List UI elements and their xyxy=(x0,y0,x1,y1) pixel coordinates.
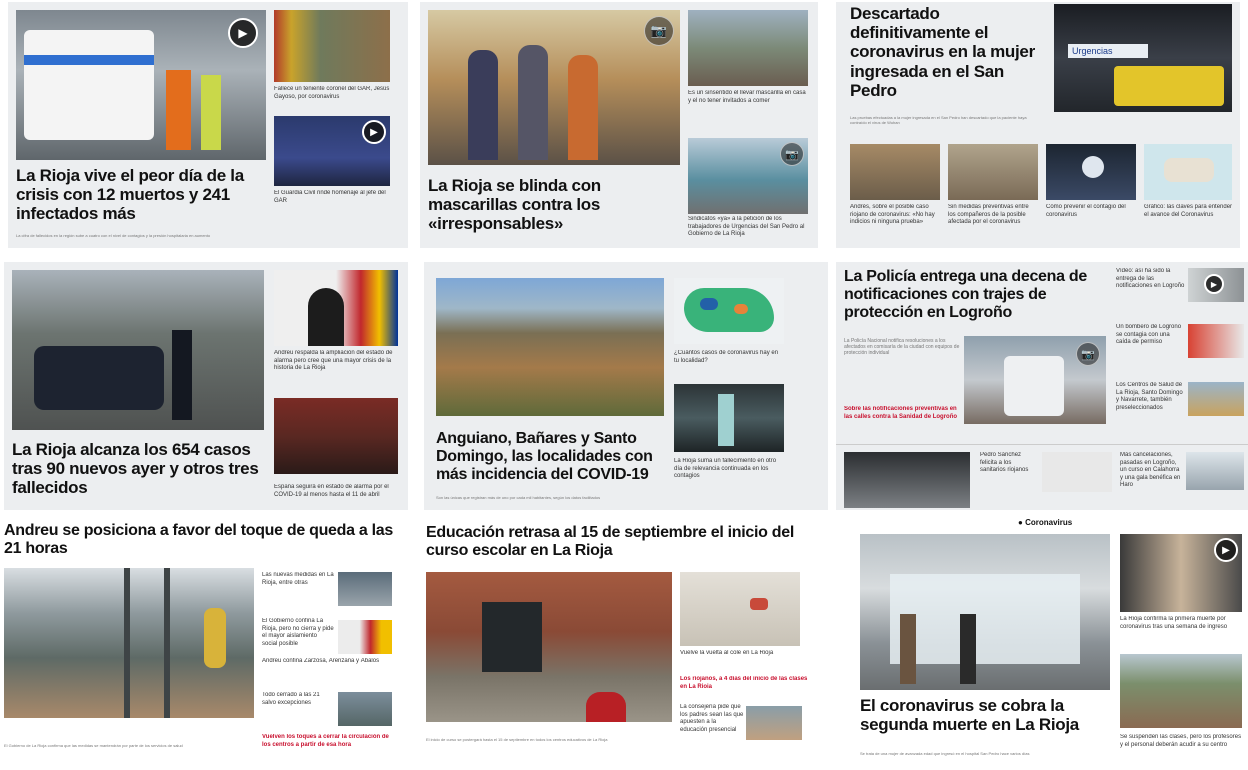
side-story-1[interactable]: Es un sinsentido el llevar mascarilla en casa y el no tener invitados a comer xyxy=(688,90,806,104)
bottom-thumb-3[interactable] xyxy=(1186,452,1244,490)
headline[interactable]: La Rioja vive el peor día de la crisis con 12 muertos y 241 infectados más xyxy=(16,166,244,224)
red-link[interactable]: Sobre las notificaciones preventivas en las calles contra la Sanidad de Logroño xyxy=(844,406,958,420)
lede: Las pruebas efectuadas a la mujer ingresada en el San Pedro han descartado que la paciente haya contraído el virus de Wuhan xyxy=(850,116,1027,125)
officials-photo[interactable] xyxy=(1120,534,1242,612)
thumb-1[interactable] xyxy=(850,144,940,200)
panel-descartado[interactable] xyxy=(836,2,1240,248)
panel-rioja-peor-dia[interactable] xyxy=(8,2,408,248)
headline[interactable]: Descartado definitivamente el coronavirus en la mujer ingresada en el San Pedro xyxy=(850,4,1035,100)
building-photo[interactable] xyxy=(1120,654,1242,728)
right-story-1[interactable]: Las nuevas medidas en La Rioja, entre otras xyxy=(262,572,334,586)
map-rioja[interactable] xyxy=(674,278,784,344)
right-story-3[interactable]: Todo cerrado a las 21 salvo excepciones xyxy=(262,692,320,706)
thumb-story-3[interactable]: Cómo prevenir el contagio del coronavirus xyxy=(1046,204,1126,218)
side-story-2[interactable]: Sindicatos «ya» a la petición de los trabajadores de Urgencias del San Pedro al Gobierno de La Rioja xyxy=(688,216,805,237)
right-thumb-2[interactable] xyxy=(746,706,802,740)
hospital-queue-photo[interactable] xyxy=(688,138,808,214)
red-link[interactable]: Vuelven los toques a cerrar la circulación de los centros a partir de esa hora xyxy=(262,734,389,748)
street-photo[interactable] xyxy=(4,568,254,718)
play-video-icon[interactable]: ▶ xyxy=(362,120,386,144)
camera-icon[interactable]: 📷 xyxy=(780,142,804,166)
camera-icon[interactable]: 📷 xyxy=(1076,342,1100,366)
side-story-2[interactable]: La Rioja suma un fallecimiento en otro día de relevancia continuada en los contagios xyxy=(674,458,777,479)
panel-654-casos[interactable] xyxy=(4,262,408,510)
side-story-2[interactable]: Se suspenden las clases, pero los profesores y el personal deberán acudir a su centro xyxy=(1120,734,1242,748)
panel-mascarillas[interactable] xyxy=(420,2,818,248)
hospital-entrance-photo[interactable] xyxy=(860,534,1110,690)
police-car-photo[interactable] xyxy=(12,270,264,430)
right-thumb-3[interactable] xyxy=(338,692,392,726)
headline[interactable]: El coronavirus se cobra la segunda muerte en La Rioja xyxy=(860,696,1079,735)
play-video-icon[interactable]: ▶ xyxy=(1214,538,1238,562)
side-story-1[interactable]: Andreu respalda la ampliación del estado de alarma pero cree que una mayor crisis de la historia de La Rioja xyxy=(274,350,393,371)
headline[interactable]: La Rioja alcanza los 654 casos tras 90 nuevos ayer y otros tres fallecidos xyxy=(12,440,259,498)
right-story-1[interactable]: Vuelve la vuelta al cole en La Rioja xyxy=(680,650,774,656)
panel-curso-escolar[interactable] xyxy=(420,516,824,770)
headline[interactable]: Educación retrasa al 15 de septiembre el inicio del curso escolar en La Rioja xyxy=(426,524,794,560)
urgencias-photo[interactable] xyxy=(1054,4,1232,112)
headline[interactable]: La Rioja se blinda con mascarillas contra los «irresponsables» xyxy=(428,176,601,234)
side-story-2[interactable]: El Guardia Civil rinde homenaje al jefe del GAR xyxy=(274,190,386,204)
bottom-thumb-2[interactable] xyxy=(1042,452,1112,492)
right-story-2[interactable]: La consejería pide que los padres sean las que apuesten a la educación presencial xyxy=(680,704,744,733)
side-story-1[interactable]: Fallece un teniente coronel del GAR, Jesús Gayoso, por coronavirus xyxy=(274,86,390,100)
panel-localidades[interactable] xyxy=(424,262,828,510)
right-story-1[interactable]: Vídeo: así ha sido la entrega de las notificaciones en Logroño xyxy=(1116,268,1185,289)
officer-photo[interactable] xyxy=(274,10,390,82)
andreu-photo[interactable] xyxy=(274,270,398,346)
coronavirus-label[interactable]: ● Coronavirus xyxy=(1018,518,1073,527)
side-story-1[interactable]: La Rioja confirma la primera muerte por coronavirus tras una semana de ingreso xyxy=(1120,616,1228,630)
panel-policia-trajes[interactable] xyxy=(836,262,1248,510)
lede: Se trata de una mujer de avanzada edad que ingresó en el hospital San Pedro hace varios días xyxy=(860,752,1030,756)
bottom-story-2[interactable]: Más cancelaciones, pasadas en Logroño, un curso en Calahorra y una gala benéfica en Haro xyxy=(1120,452,1181,488)
right-thumb-3[interactable] xyxy=(1188,382,1244,416)
thumb-3[interactable] xyxy=(1046,144,1136,200)
panel-segunda-muerte[interactable] xyxy=(852,516,1248,770)
divider xyxy=(836,444,1248,445)
lede: El inicio de curso se postergará hasta el 15 de septiembre en todos los centros educativos de La Rioja xyxy=(426,738,608,742)
lede: La Policía Nacional notifica resoluciones a los afectados en comisaría de la ciudad con equipos de protección individual xyxy=(844,338,960,356)
right-thumb-1[interactable] xyxy=(1188,268,1244,302)
ceremony-photo[interactable] xyxy=(274,116,390,186)
lede: Son las únicas que registran más de uno por cada mil habitantes, según los datos facilitados xyxy=(436,496,601,500)
red-link[interactable]: Los riojanos, a 4 días del inicio de las clases en La Rioja xyxy=(680,676,808,688)
panel-toque-queda[interactable] xyxy=(0,516,404,770)
masks-street-photo[interactable] xyxy=(428,10,680,165)
camera-icon[interactable]: 📷 xyxy=(644,16,674,46)
right-story-2[interactable]: Un bombero de Logroño se contagia con una caída de permiso xyxy=(1116,324,1182,345)
village-photo[interactable] xyxy=(436,278,664,416)
thumb-story-1[interactable]: Andrés, sobre el posible caso riojano de coronavirus: «No hay indicios ni ninguna prueba» xyxy=(850,204,935,225)
play-video-icon[interactable]: ▶ xyxy=(228,18,258,48)
urgencias-sign: Urgencias xyxy=(1068,44,1148,58)
right-thumb-2[interactable] xyxy=(1188,324,1244,358)
headline[interactable]: Anguiano, Bañares y Santo Domingo, las localidades con más incidencia del COVID-19 xyxy=(436,430,653,484)
bottom-story-1[interactable]: Pedro Sánchez felicita a los sanitarios riojanos xyxy=(980,452,1029,473)
classroom-photo[interactable] xyxy=(680,572,800,646)
lede: La cifra de fallecidos en la región sube a cuatro con el nivel de contagios y la presión hospitalaria en aumento xyxy=(16,234,211,238)
right-story-2[interactable]: El Gobierno confina La Rioja, pero no cierra y pide el mayor aislamiento social posible xyxy=(262,618,334,647)
thumb-story-2[interactable]: Sin medidas preventivas entre los compañeros de la posible afectada por el coronavirus xyxy=(948,204,1029,225)
sanchez-photo[interactable] xyxy=(274,398,398,474)
side-story-2[interactable]: España seguirá en estado de alarma por el COVID-19 al menos hasta el 11 de abril xyxy=(274,484,389,498)
side-story-1[interactable]: ¿Cuántos casos de coronavirus hay en tu localidad? xyxy=(674,350,779,364)
ambulance-photo[interactable] xyxy=(16,10,266,160)
headline[interactable]: La Policía entrega una decena de notificaciones con trajes de protección en Logroño xyxy=(844,268,1087,322)
right-story-3[interactable]: Los Centros de Salud de La Rioja, Santo Domingo y Navarrete, también preseleccionados xyxy=(1116,382,1183,411)
hospital-photo[interactable] xyxy=(674,384,784,452)
right-thumb-2[interactable] xyxy=(338,620,392,654)
play-video-icon[interactable]: ▶ xyxy=(1204,274,1224,294)
map-thumb[interactable] xyxy=(1144,144,1232,200)
crowd-photo[interactable] xyxy=(688,10,808,86)
photo-caption xyxy=(12,432,262,438)
lede: El Gobierno de La Rioja confirma que las medidas se mantendrán por parte de los servicios de salud xyxy=(4,744,183,748)
right-thumb-1[interactable] xyxy=(338,572,392,606)
thumb-story-4[interactable]: Gráfico: las claves para entender el avance del Coronavirus xyxy=(1144,204,1233,218)
bottom-thumb-1[interactable] xyxy=(844,452,970,508)
trajes-photo[interactable] xyxy=(964,336,1106,424)
headline[interactable]: Andreu se posiciona a favor del toque de queda a las 21 horas xyxy=(4,522,393,558)
right-story-2-note[interactable]: Andreu confina Zarzosa, Arenzana y Ábalos xyxy=(262,658,380,664)
school-photo[interactable] xyxy=(426,572,672,722)
thumb-2[interactable] xyxy=(948,144,1038,200)
